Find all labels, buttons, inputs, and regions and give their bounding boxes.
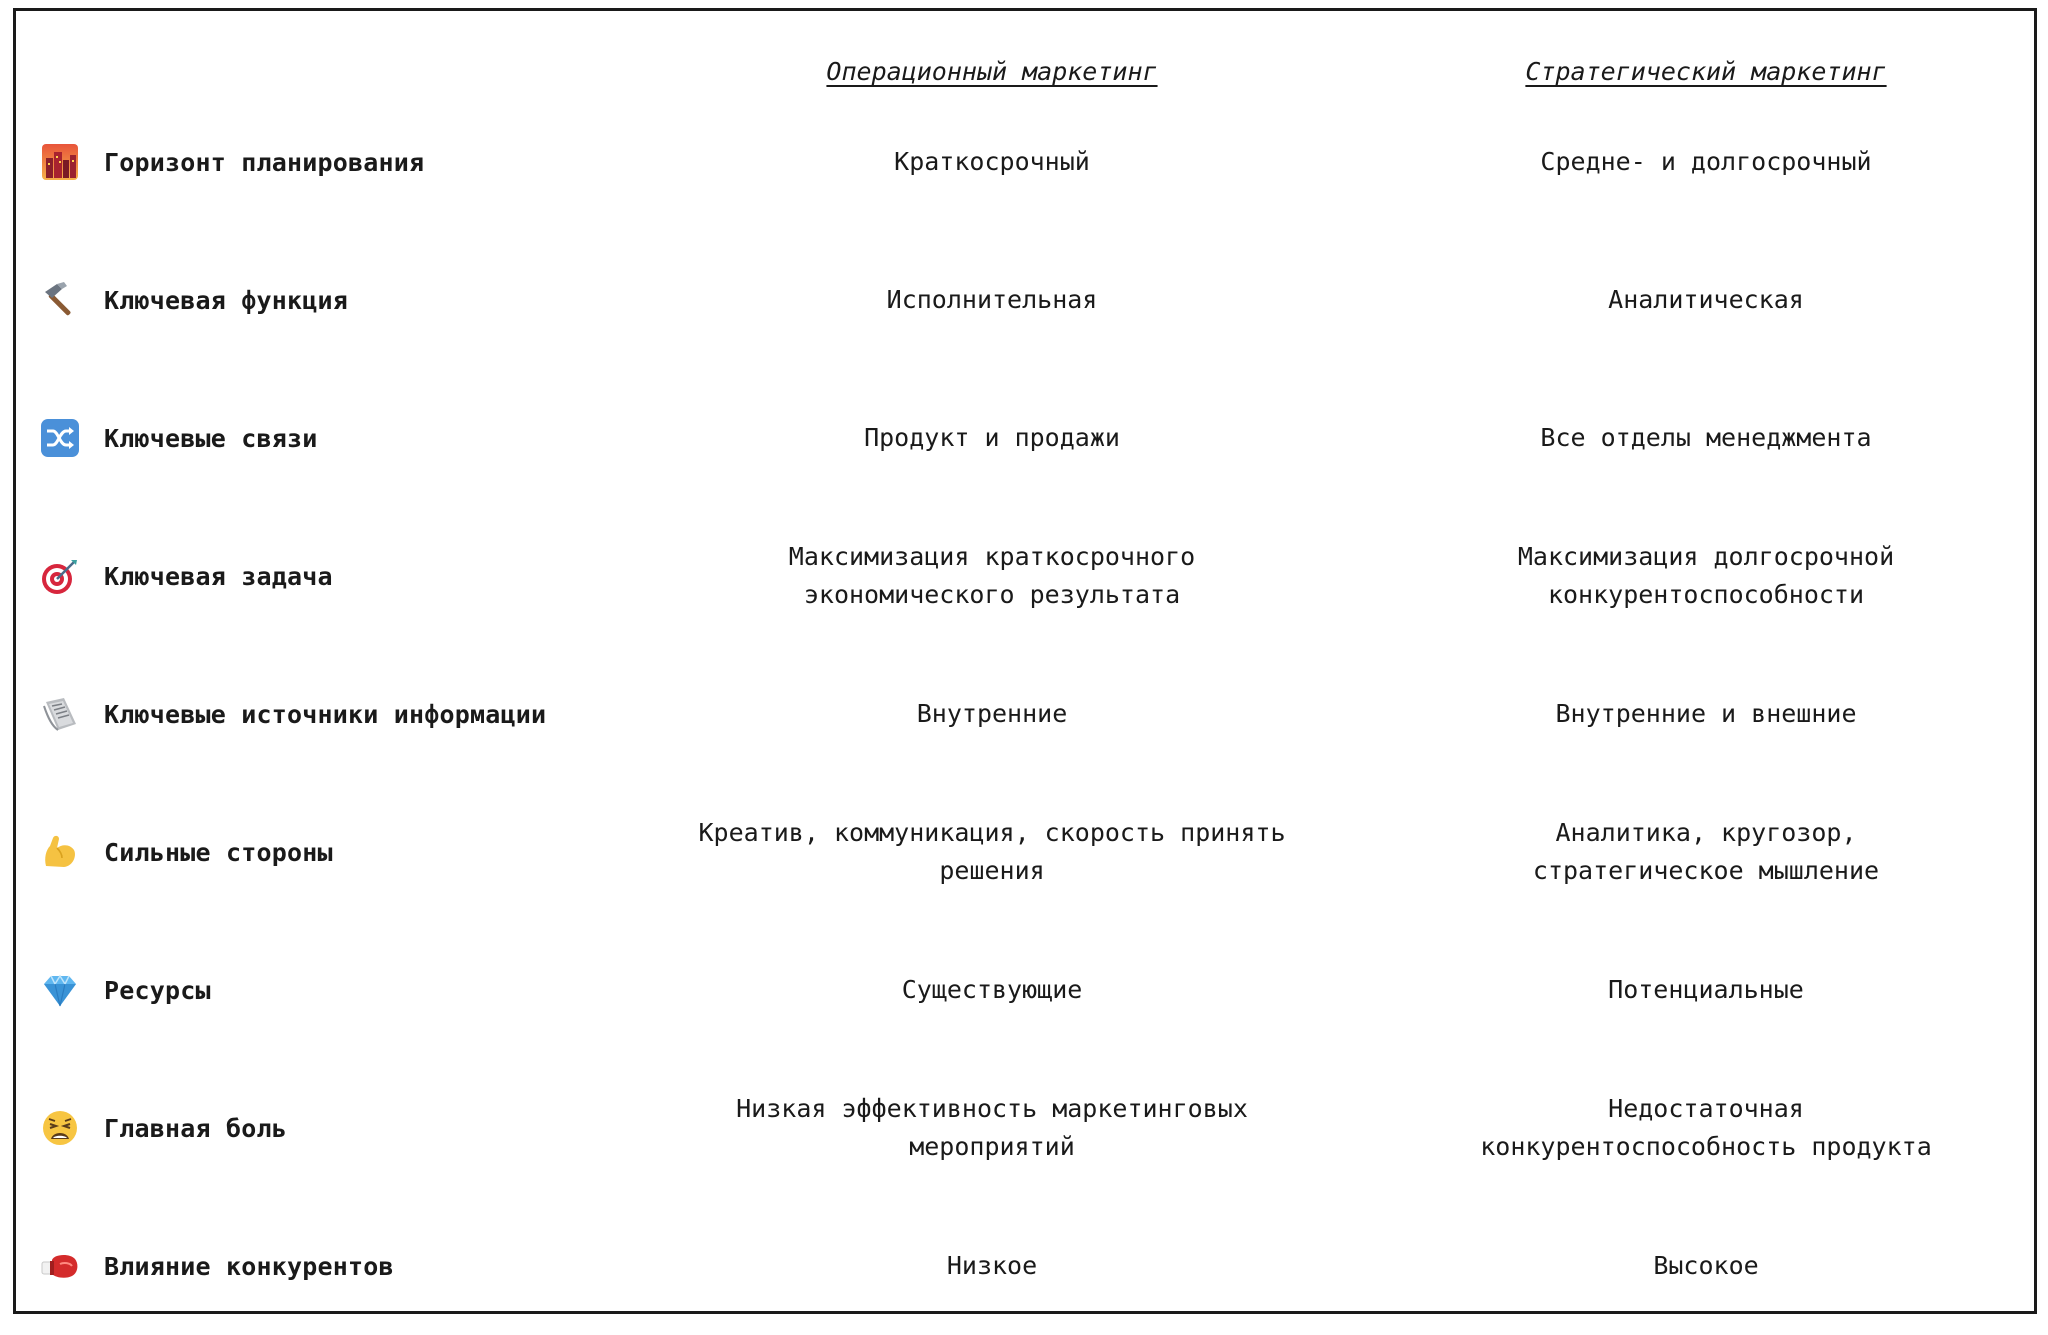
operational-value: Максимизация краткосрочного экономического результата	[788, 542, 1196, 609]
strategic-value: Внутренние и внешние	[1555, 699, 1857, 728]
row-label-cell	[40, 921, 211, 1059]
gem-icon	[40, 970, 80, 1010]
table-row	[16, 921, 2034, 1059]
row-label-cell	[40, 645, 546, 783]
newspaper-icon	[40, 694, 80, 734]
comparison-table	[13, 8, 2037, 1314]
row-label-cell	[40, 1059, 287, 1197]
row-label: Ключевые источники информации	[104, 699, 547, 729]
row-label-cell	[40, 231, 348, 369]
table-row	[16, 1059, 2034, 1197]
operational-value: Низкое	[946, 1251, 1038, 1280]
row-label-cell	[40, 93, 424, 231]
strategic-value: Максимизация долгосрочной конкурентоспособности	[1517, 542, 1895, 609]
table-row	[16, 1197, 2034, 1335]
operational-value: Низкая эффективность маркетинговых мероприятий	[736, 1094, 1248, 1161]
header-operational-marketing: Операционный маркетинг	[826, 57, 1158, 86]
strategic-value: Недостаточная конкурентоспособность продукта	[1480, 1094, 1932, 1161]
operational-value: Креатив, коммуникация, скорость принять решения	[698, 818, 1286, 885]
table-row	[16, 93, 2034, 231]
table-row	[16, 783, 2034, 921]
row-label-cell	[40, 369, 318, 507]
row-label: Ключевые связи	[104, 423, 318, 453]
operational-value: Исполнительная	[886, 285, 1098, 314]
row-label: Ресурсы	[104, 975, 211, 1005]
row-label: Влияние конкурентов	[104, 1251, 394, 1281]
shuffle-icon	[40, 418, 80, 458]
strategic-value: Потенциальные	[1608, 975, 1804, 1004]
boxing-glove-icon	[40, 1246, 80, 1286]
strategic-value: Средне- и долгосрочный	[1540, 147, 1872, 176]
operational-value: Существующие	[901, 975, 1083, 1004]
row-label-cell	[40, 507, 333, 645]
target-icon	[40, 556, 80, 596]
row-label-cell	[40, 1197, 394, 1335]
row-label-cell	[40, 783, 333, 921]
row-label: Горизонт планирования	[104, 147, 425, 177]
hammer-icon	[40, 280, 80, 320]
row-label: Сильные стороны	[104, 837, 333, 867]
flexed-biceps-icon	[40, 832, 80, 872]
strategic-value: Высокое	[1653, 1251, 1759, 1280]
weary-face-icon	[40, 1108, 80, 1148]
operational-value: Продукт и продажи	[864, 423, 1120, 452]
row-label: Главная боль	[104, 1113, 288, 1143]
strategic-value: Аналитическая	[1608, 285, 1804, 314]
strategic-value: Аналитика, кругозор, стратегическое мышление	[1532, 818, 1880, 885]
table-row	[16, 369, 2034, 507]
table-row	[16, 645, 2034, 783]
strategic-value: Все отделы менеджмента	[1540, 423, 1872, 452]
header-strategic-marketing: Стратегический маркетинг	[1525, 57, 1887, 86]
table-row	[16, 231, 2034, 369]
operational-value: Внутренние	[916, 699, 1068, 728]
row-label: Ключевая функция	[104, 285, 349, 315]
city-sunset-icon	[40, 142, 80, 182]
operational-value: Краткосрочный	[894, 147, 1090, 176]
table-row	[16, 507, 2034, 645]
row-label: Ключевая задача	[104, 561, 333, 591]
